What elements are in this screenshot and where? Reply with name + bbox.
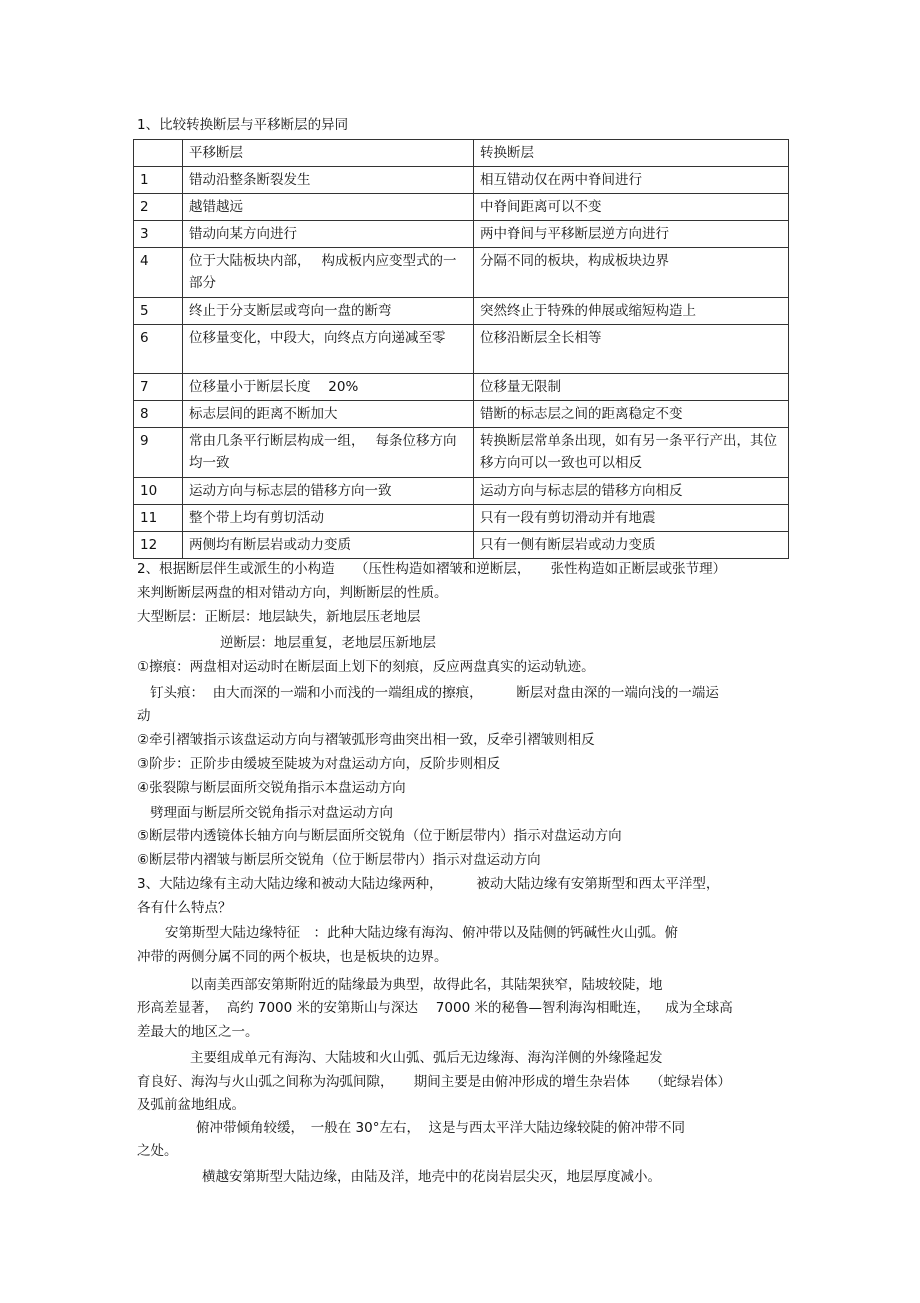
table-cell: 12 [134,532,183,559]
table-cell: 10 [134,478,183,505]
table-cell: 常由几条平行断层构成一组， 每条位移方向均一致 [183,428,474,478]
text-line: 及弧前盆地组成。 [137,1097,245,1113]
table-row [134,298,789,325]
table-cell: 分隔不同的板块，构成板块边界 [474,248,789,298]
table-cell: 位移量无限制 [474,374,789,401]
table-row [134,428,789,478]
text-line: 安第斯型大陆边缘特征 ：此种大陆边缘有海沟、俯冲带以及陆侧的钙碱性火山弧。俯 [165,925,678,941]
text-line: 形高差显著， 高约 7000 米的安第斯山与深达 7000 米的秘鲁—智利海沟相毗连， 成为全球高 [137,1000,733,1016]
table-row [134,374,789,401]
table-cell: 9 [134,428,183,478]
table-cell: 终止于分支断层或弯向一盘的断弯 [183,298,474,325]
text-line: 逆断层：地层重复，老地层压新地层 [220,635,436,651]
table-cell: 5 [134,298,183,325]
table-cell: 只有一侧有断层岩或动力变质 [474,532,789,559]
table-cell: 运动方向与标志层的错移方向相反 [474,478,789,505]
text-line: ⑥断层带内褶皱与断层所交锐角（位于断层带内）指示对盘运动方向 [137,852,541,868]
text-line: 主要组成单元有海沟、大陆坡和火山弧、弧后无边缘海、海沟洋侧的外缘隆起发 [190,1050,663,1066]
table-row [134,478,789,505]
table-cell: 转换断层常单条出现，如有另一条平行产出，其位移方向可以一致也可以相反 [474,428,789,478]
table-cell: 8 [134,401,183,428]
text-line: ③阶步：正阶步由缓坡至陡坡为对盘运动方向，反阶步则相反 [137,756,501,772]
table-cell: 7 [134,374,183,401]
fault-comparison-table [133,139,789,559]
table-cell: 4 [134,248,183,298]
text-line: 3、大陆边缘有主动大陆边缘和被动大陆边缘两种， 被动大陆边缘有安第斯型和西太平洋型， [137,876,720,892]
table-row [134,325,789,374]
text-line: 钉头痕： 由大而深的一端和小而浅的一端组成的擦痕， 断层对盘由深的一端向浅的一端运 [150,685,719,701]
table-cell: 越错越远 [183,194,474,221]
table-row [134,532,789,559]
table-cell: 相互错动仅在两中脊间进行 [474,167,789,194]
table-header-cell: 平移断层 [183,140,474,167]
table-cell: 11 [134,505,183,532]
table-row [134,194,789,221]
text-line: 以南美西部安第斯附近的陆缘最为典型，故得此名，其陆架狭窄，陆坡较陡，地 [190,977,663,993]
table-cell: 错动沿整条断裂发生 [183,167,474,194]
text-line: 动 [137,708,151,724]
text-line: ①擦痕：两盘相对运动时在断层面上划下的刻痕，反应两盘真实的运动轨迹。 [137,659,595,675]
table-header-cell: 转换断层 [474,140,789,167]
table-row [134,221,789,248]
text-line: ④张裂隙与断层面所交锐角指示本盘运动方向 [137,780,406,796]
text-line: 育良好、海沟与火山弧之间称为沟弧间隙， 期间主要是由俯冲形成的增生杂岩体 （蛇绿岩体） [137,1074,731,1090]
table-cell: 两侧均有断层岩或动力变质 [183,532,474,559]
text-line: ⑤断层带内透镜体长轴方向与断层面所交锐角（位于断层带内）指示对盘运动方向 [137,828,622,844]
text-line: 冲带的两侧分属不同的两个板块，也是板块的边界。 [137,949,448,965]
table-cell: 位移量小于断层长度 20% [183,374,474,401]
table-cell: 位移量变化，中段大，向终点方向递减至零 [183,325,474,374]
table-header-cell [134,140,183,167]
table-cell: 突然终止于特殊的伸展或缩短构造上 [474,298,789,325]
text-line: 俯冲带倾角较缓， 一般在 30°左右， 这是与西太平洋大陆边缘较陡的俯冲带不同 [196,1120,686,1136]
text-line: 劈理面与断层所交锐角指示对盘运动方向 [150,805,393,821]
text-line: 横越安第斯型大陆边缘，由陆及洋，地壳中的花岗岩层尖灭，地层厚度减小。 [202,1169,661,1185]
table-cell: 3 [134,221,183,248]
table-cell: 错断的标志层之间的距离稳定不变 [474,401,789,428]
table-cell: 6 [134,325,183,374]
table-cell: 整个带上均有剪切活动 [183,505,474,532]
table-cell: 2 [134,194,183,221]
table-cell: 标志层间的距离不断加大 [183,401,474,428]
table-header-row [134,140,789,167]
text-line: 之处。 [137,1143,178,1159]
text-line: 差最大的地区之一。 [137,1024,259,1040]
table-cell: 位于大陆板块内部， 构成板内应变型式的一部分 [183,248,474,298]
table-row [134,167,789,194]
table-cell: 只有一段有剪切滑动并有地震 [474,505,789,532]
text-line: 来判断断层两盘的相对错动方向，判断断层的性质。 [137,585,448,601]
table-cell: 运动方向与标志层的错移方向一致 [183,478,474,505]
table-cell: 两中脊间与平移断层逆方向进行 [474,221,789,248]
text-line: 各有什么特点？ [137,900,232,916]
table-row [134,505,789,532]
table-row [134,248,789,298]
text-line: 大型断层：正断层：地层缺失，新地层压老地层 [137,609,421,625]
text-line: 2、根据断层伴生或派生的小构造 （压性构造如褶皱和逆断层， 张性构造如正断层或张节理） [137,561,727,577]
table-row [134,401,789,428]
section-1-heading: 1、比较转换断层与平移断层的异同 [137,117,349,133]
table-cell: 错动向某方向进行 [183,221,474,248]
table-cell: 中脊间距离可以不变 [474,194,789,221]
text-line: ②牵引褶皱指示该盘运动方向与褶皱弧形弯曲突出相一致，反牵引褶皱则相反 [137,732,595,748]
table-cell: 1 [134,167,183,194]
table-cell: 位移沿断层全长相等 [474,325,789,374]
